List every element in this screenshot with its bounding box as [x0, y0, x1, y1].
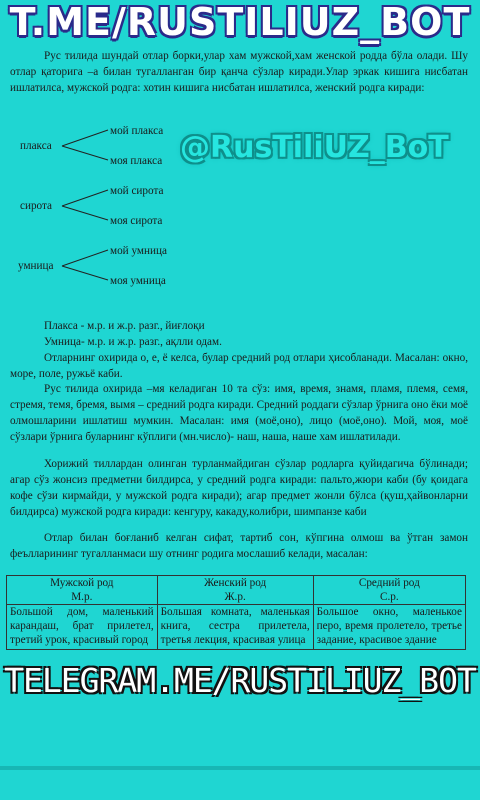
branch-line: [62, 266, 108, 280]
header-abbr: М.р.: [71, 591, 93, 603]
branch-line: [62, 206, 108, 220]
footer-divider: [0, 766, 480, 770]
table-header: [313, 576, 465, 605]
header-abbr: С.р.: [380, 591, 399, 603]
tree-masculine: мой плакса: [110, 125, 164, 137]
table-header: [7, 576, 158, 605]
note-plaksa: Плакса - м.р. и ж.р. разг., йиғлоқи: [44, 320, 205, 332]
gender-examples-table: [6, 575, 466, 650]
table-cell-feminine: Большая комната, маленькая книга, сестра прилетела, третья лекция, красивая улица: [157, 605, 313, 650]
table-row: [7, 605, 466, 650]
header-name: Женский род: [204, 577, 267, 589]
tree-feminine: моя умница: [110, 275, 166, 287]
header-name: Средний род: [358, 577, 420, 589]
watermark-bottom: TELEGRAM.ME/RUSTILIUZ_BOT: [4, 661, 476, 700]
tree-feminine: моя плакса: [110, 155, 163, 167]
note-umnitsa: Умница- м.р. и ж.р. разг., ақлли одам.: [44, 336, 222, 348]
table-cell-neuter: Большое окно, маленькое перо, время пролетело, третье задание, красивое здание: [313, 605, 465, 650]
tree-masculine: мой умница: [110, 245, 167, 257]
note-neuter-endings: Отларнинг охирида о, е, ё келса, булар средний род отлари ҳисобланади. Масалан: окно, море, поле, ружьё каби.: [10, 352, 468, 380]
watermark-middle: @RusTiliUZ_BoT: [180, 130, 449, 165]
header-name: Мужской род: [50, 577, 114, 589]
header-abbr: Ж.р.: [224, 591, 246, 603]
intro-paragraph: Рус тилида шундай отлар борки,улар хам мужской,хам женской родда бўла олади. Шу отлар қаторига –а билан тугалланган бир қанча сўзлар киради.Улар эркак кишига нисбатан ишлатилса, мужской родга: хотин кишига нисбатан ишлатилса, женский родга киради:: [10, 50, 468, 94]
tree-word: умница: [18, 260, 54, 272]
tree-word: сирота: [20, 200, 52, 212]
branch-line: [62, 250, 108, 266]
note-mya-words: Рус тилида охирида –мя келадиган 10 та сўз: имя, время, знамя, пламя, племя, семя, стремя, темя, бремя, вымя – средний родга киради. Средний роддаги сўзлар ўрнига оно ёки моё олмошларини ишлатиш мумкин. Масалан: имя (моё,оно), лицо (моё,оно). Мой, моя, моё сўзлари ўрнига буларнинг кўплиги (мн.число)- наш, наша, наше хам ишлатилади.: [10, 383, 468, 443]
note-agreement: Отлар билан боғланиб келган сифат, тартиб сон, кўпгина олмош ва ўтган замон феълларининг тугалланмаси шу отнинг родига мослашиб келади, масалан:: [10, 532, 468, 560]
tree-word: плакса: [20, 140, 52, 152]
table-header-row: [7, 576, 466, 605]
note-foreign-words: Хорижий тиллардан олинган турланмайдиган сўзлар родларга қуйидагича бўлинади; агар сўз жонсиз предметни билдирса, у средний родга киради: пальто,жюри каби (бу қоидага кофе сўзи кирмайди, у мужской родга киради); агар предмет жонли бўлса (қуш,ҳайвонларни билдирса) мужской родга киради: кенгуру, какаду,колибри, шимпанзе каби: [10, 458, 468, 518]
table-cell-masculine: Большой дом, маленький карандаш, брат прилетел, третий урок, красивый город: [7, 605, 158, 650]
branch-line: [62, 146, 108, 160]
table-header: [157, 576, 313, 605]
watermark-top: T.ME/RUSTILIUZ_BOT: [9, 0, 471, 44]
branch-line: [62, 130, 108, 146]
tree-masculine: мой сирота: [110, 185, 164, 197]
branch-line: [62, 190, 108, 206]
tree-feminine: моя сирота: [110, 215, 163, 227]
